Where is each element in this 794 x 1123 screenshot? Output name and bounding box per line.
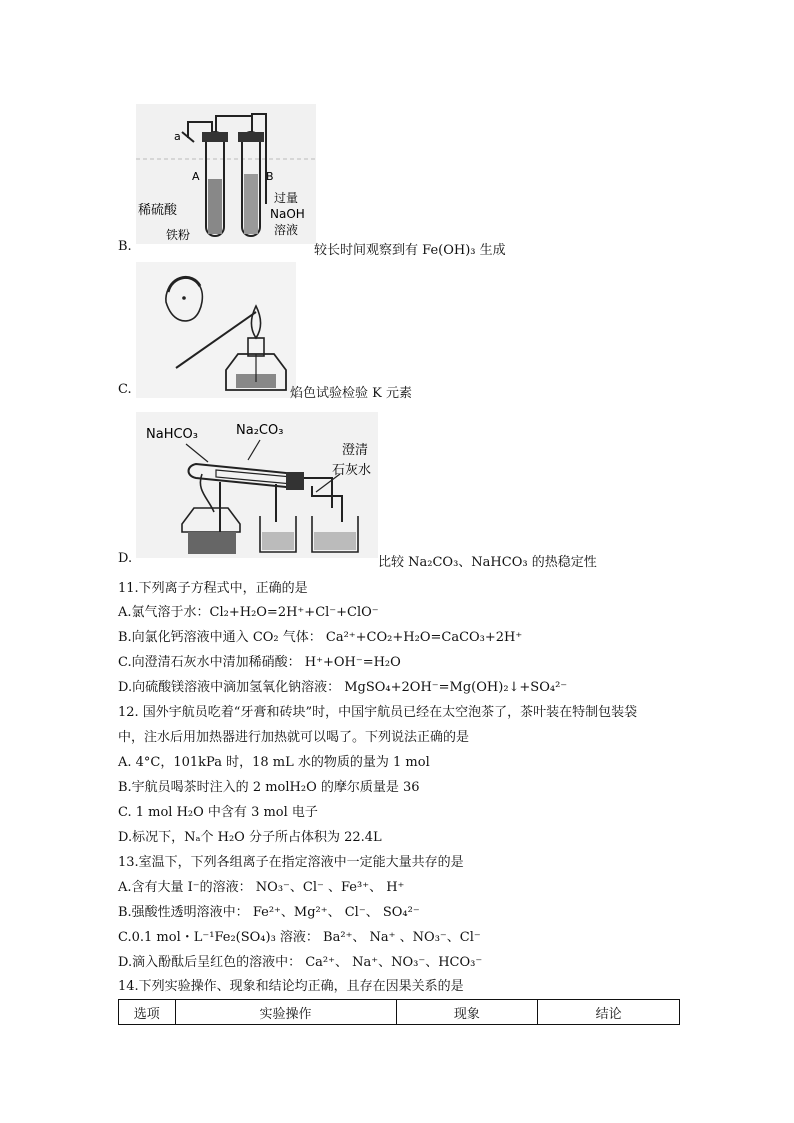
- figure-d-thermal-stability: [136, 412, 378, 558]
- fig-b-right-label-3: 溶液: [274, 223, 299, 237]
- q14-table: [118, 999, 680, 1025]
- q12-option-c: C. 1 mol H₂O 中含有 3 mol 电子: [118, 805, 318, 820]
- option-c-label: C.: [118, 382, 132, 397]
- table-header-operation: 实验操作: [175, 1000, 396, 1025]
- option-c-caption: 焰色试验检验 K 元素: [290, 386, 412, 401]
- q13-option-b: B.强酸性透明溶液中： Fe²⁺、Mg²⁺、 Cl⁻、 SO₄²⁻: [118, 905, 420, 920]
- fig-b-bottom-label: 铁粉: [166, 228, 191, 242]
- table-header-row: [119, 1000, 680, 1025]
- q14-stem: 14.下列实验操作、现象和结论均正确，且存在因果关系的是: [118, 979, 464, 994]
- q11-option-c: C.向澄清石灰水中清加稀硝酸： H⁺+OH⁻=H₂O: [118, 655, 401, 670]
- fig-b-right-label-1: 过量: [274, 191, 299, 205]
- fig-d-label-limewater-2: 石灰水: [332, 463, 372, 478]
- figure-b-apparatus: [136, 104, 316, 244]
- fig-b-right-label-2: NaOH: [270, 207, 305, 221]
- fig-b-left-label: 稀硫酸: [138, 203, 178, 218]
- fig-d-label-nahco3: NaHCO₃: [146, 427, 198, 442]
- fig-d-label-limewater-1: 澄清: [342, 443, 369, 458]
- option-b-caption: 较长时间观察到有 Fe(OH)₃ 生成: [314, 243, 506, 258]
- fig-b-label-a: a: [174, 130, 181, 143]
- q11-stem: 11.下列离子方程式中，正确的是: [118, 581, 308, 596]
- option-b-label: B.: [118, 239, 132, 254]
- figure-c-flame-test: [136, 262, 296, 398]
- table-header-option: 选项: [119, 1000, 176, 1025]
- q11-option-a: A.氯气溶于水：Cl₂+H₂O=2H⁺+Cl⁻+ClO⁻: [118, 605, 379, 620]
- q12-stem-line2: 中，注水后用加热器进行加热就可以喝了。下列说法正确的是: [118, 730, 470, 745]
- q12-option-a: A. 4°C，101kPa 时，18 mL 水的物质的量为 1 mol: [118, 755, 430, 770]
- q13-option-a: A.含有大量 I⁻的溶液： NO₃⁻、Cl⁻ 、Fe³⁺、 H⁺: [118, 880, 405, 895]
- option-d-label: D.: [118, 551, 133, 566]
- fig-b-label-B: B: [266, 170, 274, 183]
- fig-d-label-na2co3: Na₂CO₃: [236, 423, 284, 438]
- fig-b-label-A: A: [192, 170, 200, 183]
- q11-option-d: D.向硫酸镁溶液中滴加氢氧化钠溶液： MgSO₄+2OH⁻=Mg(OH)₂↓+SO₄²⁻: [118, 680, 568, 695]
- q12-stem-line1: 12. 国外宇航员吃着“牙膏和砖块”时，中国宇航员已经在太空泡茶了，茶叶装在特制包装袋: [118, 705, 638, 720]
- q13-stem: 13.室温下，下列各组离子在指定溶液中一定能大量共存的是: [118, 855, 464, 870]
- q12-option-d: D.标况下，Nₐ个 H₂O 分子所占体积为 22.4L: [118, 830, 382, 845]
- q13-option-c: C.0.1 mol・L⁻¹Fe₂(SO₄)₃ 溶液： Ba²⁺、 Na⁺ 、NO₃⁻、Cl⁻: [118, 930, 481, 945]
- q11-option-b: B.向氯化钙溶液中通入 CO₂ 气体： Ca²⁺+CO₂+H₂O=CaCO₃+2H⁺: [118, 630, 523, 645]
- option-d-caption: 比较 Na₂CO₃、NaHCO₃ 的热稳定性: [378, 555, 597, 570]
- q12-option-b: B.宇航员喝茶时注入的 2 molH₂O 的摩尔质量是 36: [118, 780, 420, 795]
- table-header-conclusion: 结论: [538, 1000, 680, 1025]
- q13-option-d: D.滴入酚酞后呈红色的溶液中： Ca²⁺、 Na⁺、NO₃⁻、HCO₃⁻: [118, 955, 483, 970]
- table-header-phenomenon: 现象: [396, 1000, 538, 1025]
